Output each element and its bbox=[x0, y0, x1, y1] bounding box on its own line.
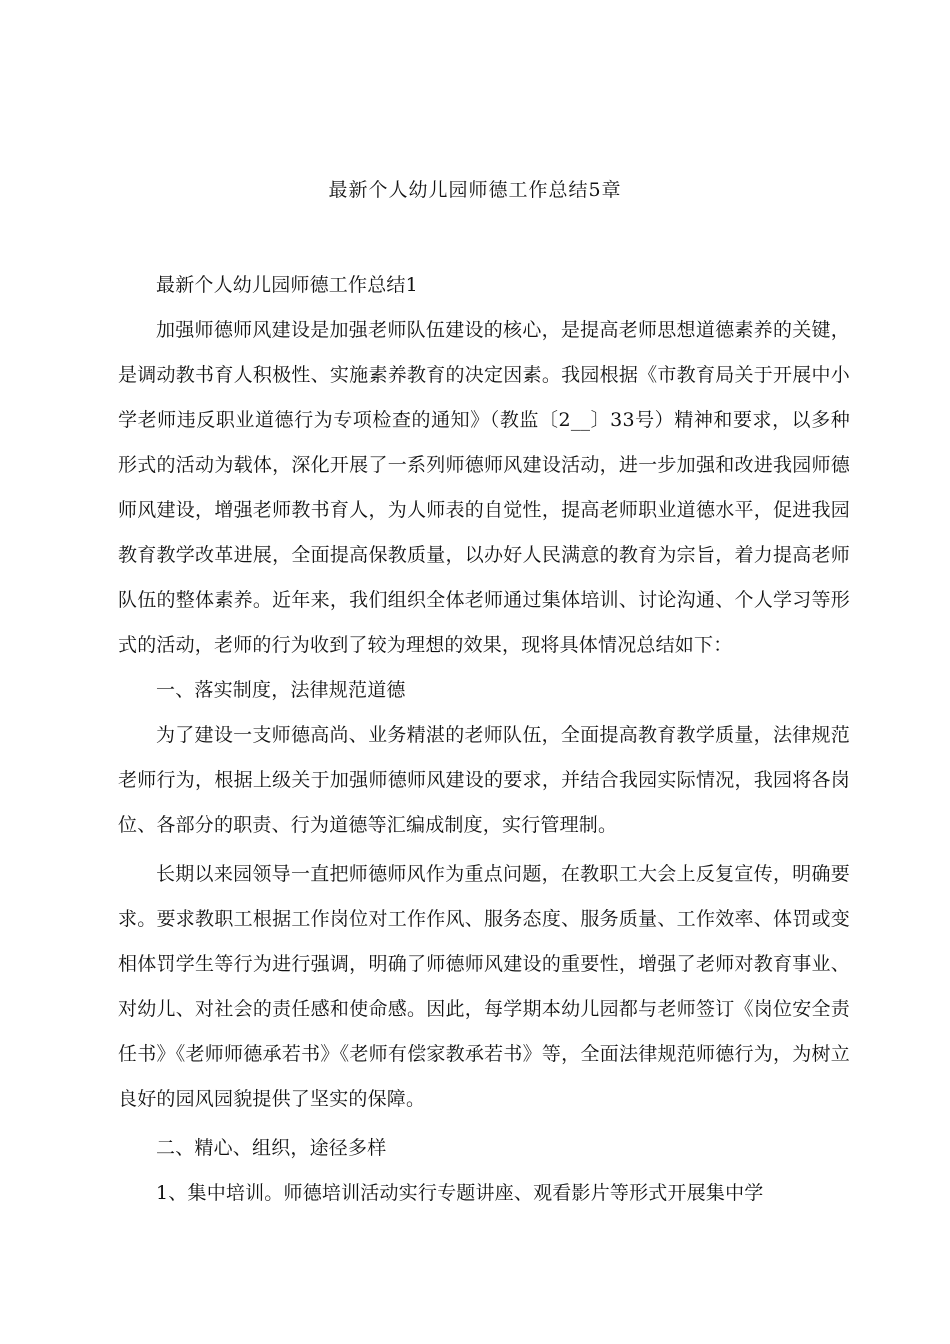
paragraph-intro: 加强师德师风建设是加强老师队伍建设的核心，是提高老师思想道德素养的关键，是调动教书育人积极性、实施素养教育的决定因素。我园根据《市教育局关于开展中小学老师违反职业道德行为专项检查的通知》（教监〔2__〕33号）精神和要求，以多种形式的活动为载体，深化开展了一系列师德师风建设活动，进一步加强和改进我园师德师风建设，增强老师教书育人，为人师表的自觉性，提高老师职业道德水平，促进我园教育教学改革进展，全面提高保教质量，以办好人民满意的教育为宗旨，着力提高老师队伍的整体素养。近年来，我们组织全体老师通过集体培训、讨论沟通、个人学习等形式的活动，老师的行为收到了较为理想的效果，现将具体情况总结如下： bbox=[118, 319, 850, 656]
document-body bbox=[118, 263, 850, 1216]
section-heading-1: 最新个人幼儿园师德工作总结1 bbox=[156, 274, 418, 296]
document-title: 最新个人幼儿园师德工作总结5章 bbox=[328, 179, 622, 201]
section-heading-two: 二、精心、组织，途径多样 bbox=[156, 1137, 387, 1159]
paragraph-leadership: 长期以来园领导一直把师德师风作为重点问题，在教职工大会上反复宣传，明确要求。要求教职工根据工作岗位对工作作风、服务态度、服务质量、工作效率、体罚或变相体罚学生等行为进行强调，明确了师德师风建设的重要性，增强了老师对教育事业、对幼儿、对社会的责任感和使命感。因此，每学期本幼儿园都与老师签订《岗位安全责任书》《老师师德承若书》《老师有偿家教承若书》等，全面法律规范师德行为，为树立良好的园风园貌提供了坚实的保障。 bbox=[118, 863, 850, 1110]
paragraph-system: 为了建设一支师德高尚、业务精湛的老师队伍，全面提高教育教学质量，法律规范老师行为，根据上级关于加强师德师风建设的要求，并结合我园实际情况，我园将各岗位、各部分的职责、行为道德等汇编成制度，实行管理制。 bbox=[118, 724, 850, 836]
section-heading-one: 一、落实制度，法律规范道德 bbox=[156, 679, 406, 701]
paragraph-training: 1、集中培训。师德培训活动实行专题讲座、观看影片等形式开展集中学 bbox=[156, 1182, 764, 1204]
